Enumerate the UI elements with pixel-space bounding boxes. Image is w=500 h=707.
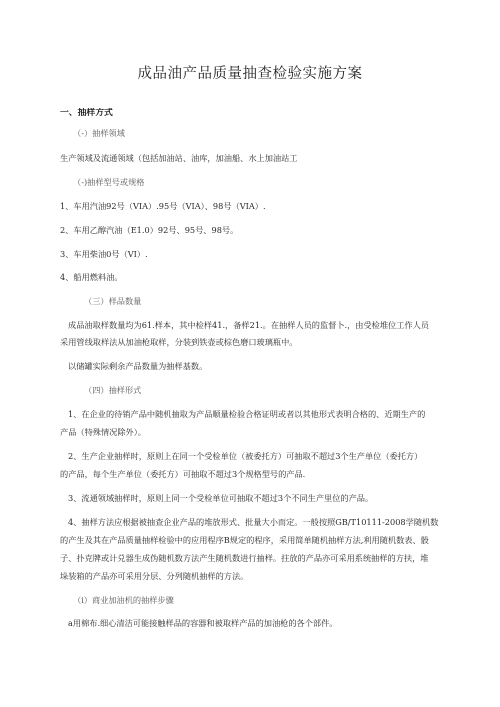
paragraph-sample-quantity-2: 采用管线取样法从加油枪取样，分装到铁壶或棕色磨口玻璃瓶中。 <box>60 337 298 347</box>
paragraph-dispenser-step-a: a用棉布.细心清洁可能接触样品的容器和被取样产品的加油枪的各个部件。 <box>68 618 338 628</box>
list-item-ethanol-gasoline: 2、车用乙醇汽油（E1.0）92号、95号、98号。 <box>60 225 239 235</box>
list-item-marine-fuel: 4、船用燃料油。 <box>60 272 123 282</box>
paragraph-form-4b: 的产生及其在产品质量抽样检验中的应用程序B规定的程序，采用简单随机抽样方法,利用随机数表、骰 <box>60 535 429 545</box>
paragraph-form-1b: 产品（特殊情况除外）。 <box>60 427 146 437</box>
subheading-dispenser-steps: （i）商业加油机的抽样步骤 <box>73 595 174 605</box>
subheading-sampling-area: （-）抽样领域 <box>73 128 125 138</box>
paragraph-form-1a: 1、在企业的待销产品中随机抽取为产品顺量检验合格证明或者以其他形式表明合格的、近期生产的 <box>68 409 426 419</box>
subheading-sampling-form: （四）抽样形式 <box>84 385 142 395</box>
paragraph-form-2a: 2、生产企业抽样时，原则上在同一个受检单位（被委托方）可抽取不超过3个生产单位（委托方） <box>68 451 423 461</box>
paragraph-form-4d: 垛装箱的产品亦可采用分层、分列随机抽样的方法。 <box>60 571 249 581</box>
list-item-diesel: 3、车用柴油0号（VI）. <box>60 249 148 259</box>
paragraph-sampling-area: 生产领域及流通领域（包括加油站、油库，加油船、水上加油站工 <box>60 153 298 163</box>
list-item-gasoline: 1、车用汽油92号（VIA）.95号（VIA）、98号（VIA）. <box>60 201 266 211</box>
subheading-sample-quantity: （三）样品数量 <box>84 296 142 306</box>
document-title: 成品油产品质量抽查检验实施方案 <box>137 66 363 82</box>
section-heading-sampling-method: 一、抽样方式 <box>60 108 113 118</box>
subheading-sampling-models: （-)抽样型号或规格 <box>73 177 145 187</box>
paragraph-sample-quantity-1: 成品油取样数量均为61.样本，其中检样41.，备样21.。在抽样人员的监督卜.，由受检堆位工作人员 <box>68 320 429 330</box>
paragraph-sampling-base: 以储罐实际剩余产品数量为抽样基数。 <box>68 361 208 371</box>
paragraph-form-4a: 4、抽样方法应根据被抽查企业产品的堆放形式、批量大小而定。一般按照GB/T10111-2008学随机数 <box>68 517 439 527</box>
paragraph-form-3: 3、流通领域抽样时，原则上同一个受检单位可抽取不超过3个不同生产里位的产品。 <box>68 493 374 503</box>
paragraph-form-4c: 子、扑克牌或计兑器生成伪随机数方法产生随机数进行抽样。拄放的产品亦可采用系统抽样的方扶，堆 <box>60 553 429 563</box>
paragraph-form-2b: 的产品，每个生产单位（委托方）可抽取不超过3个规格型号的产品. <box>60 469 306 479</box>
